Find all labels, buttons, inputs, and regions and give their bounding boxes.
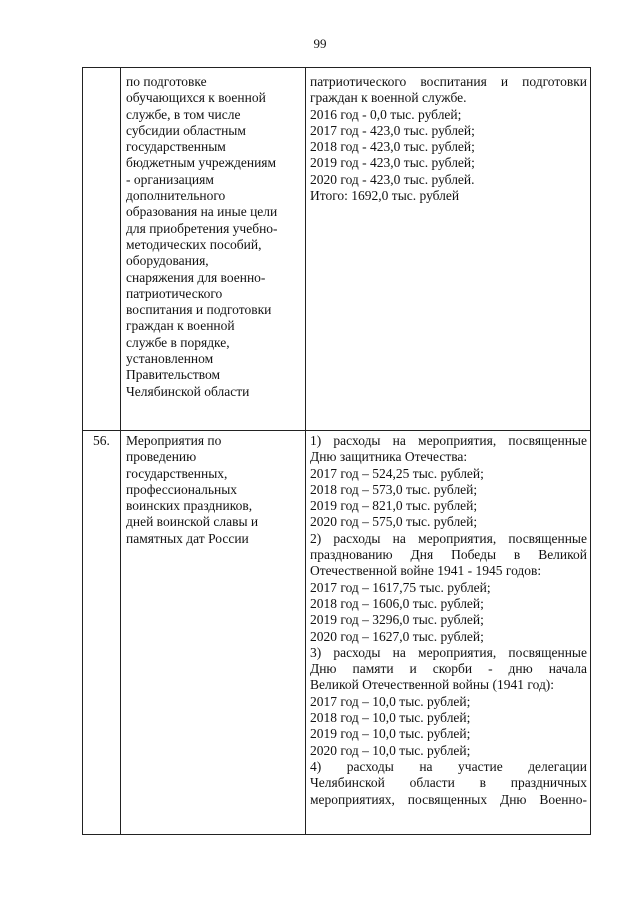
text-line: Челябинской области: [126, 383, 250, 399]
text-line: патриотического: [126, 285, 223, 301]
text-line: 1) расходы на мероприятия, посвященные: [310, 433, 587, 448]
text-line: 2020 год – 1627,0 тыс. рублей;: [310, 628, 484, 644]
measure-name: [121, 68, 306, 431]
text-line: воспитания и подготовки: [126, 302, 272, 318]
text-line: 2020 год - 423,0 тыс. рублей.: [310, 171, 475, 187]
text-line: государственных,: [126, 465, 228, 481]
page-number: 99: [313, 36, 327, 51]
program-table: [82, 67, 591, 835]
text-line: по подготовке: [126, 74, 207, 89]
text-line: 2017 год - 423,0 тыс. рублей;: [310, 122, 475, 138]
text-line: проведению: [126, 449, 197, 465]
text-line: Челябинской области в праздничных: [310, 775, 587, 791]
text-line: снаряжения для военно-: [126, 269, 266, 285]
text-line: Дню памяти и скорби - дню начала: [310, 661, 587, 677]
text-line: 4) расходы на участие делегации: [310, 758, 587, 774]
text-line: профессиональных: [126, 481, 238, 497]
text-line: празднованию Дня Победы в Великой: [310, 547, 587, 563]
text-line: мероприятиях, посвященных Дню Военно-: [310, 791, 587, 807]
text-line: Итого: 1692,0 тыс. рублей: [310, 188, 460, 204]
text-line: 2018 год – 10,0 тыс. рублей;: [310, 710, 471, 726]
text-line: субсидии областным: [126, 122, 246, 138]
text-line: 2018 год – 1606,0 тыс. рублей;: [310, 595, 484, 611]
text-line: граждан к военной: [126, 318, 235, 334]
text-line: патриотического воспитания и подготовки: [310, 74, 587, 89]
text-line: 2018 год – 573,0 тыс. рублей;: [310, 481, 478, 497]
text-line: бюджетным учреждениям: [126, 155, 277, 171]
text-line: 2) расходы на мероприятия, посвященные: [310, 530, 587, 546]
row-number: [83, 68, 121, 431]
text-line: 2019 год – 3296,0 тыс. рублей;: [310, 612, 484, 628]
text-line: службе, в том числе: [126, 106, 241, 122]
text-line: Мероприятия по: [126, 433, 222, 448]
text-line: методических пособий,: [126, 236, 262, 252]
text-line: - организациям: [126, 171, 214, 187]
table-row: [83, 68, 591, 431]
text-line: Правительством: [126, 367, 221, 383]
table-row: [83, 431, 591, 835]
text-line: образования на иные цели: [126, 204, 278, 220]
text-line: 2020 год – 10,0 тыс. рублей;: [310, 742, 471, 758]
text-line: Дню защитника Отечества:: [310, 449, 468, 465]
text-line: дней воинской славы и: [126, 514, 259, 530]
measure-funding: [306, 431, 591, 835]
text-line: 2018 год - 423,0 тыс. рублей;: [310, 139, 475, 155]
text-line: Великой Отечественной войны (1941 год):: [310, 677, 555, 693]
text-line: государственным: [126, 139, 226, 155]
text-line: службе в порядке,: [126, 334, 230, 350]
text-line: для приобретения учебно-: [126, 220, 278, 236]
text-line: 2017 год – 10,0 тыс. рублей;: [310, 693, 471, 709]
text-line: 3) расходы на мероприятия, посвященные: [310, 644, 587, 660]
text-line: оборудования,: [126, 253, 209, 269]
row-number: 56.: [83, 431, 121, 835]
text-line: 2019 год – 10,0 тыс. рублей;: [310, 726, 471, 742]
text-line: обучающихся к военной: [126, 90, 266, 106]
text-line: граждан к военной службе.: [310, 90, 467, 106]
text-line: Отечественной войне 1941 - 1945 годов:: [310, 563, 542, 579]
text-line: установленном: [126, 351, 214, 367]
text-line: 2017 год – 1617,75 тыс. рублей;: [310, 579, 491, 595]
text-line: памятных дат России: [126, 530, 249, 546]
text-line: дополнительного: [126, 188, 226, 204]
measure-name: [121, 431, 306, 835]
text-line: 2019 год – 821,0 тыс. рублей;: [310, 498, 478, 514]
text-line: воинских праздников,: [126, 498, 253, 514]
text-line: 2016 год - 0,0 тыс. рублей;: [310, 106, 462, 122]
text-line: 2019 год - 423,0 тыс. рублей;: [310, 155, 475, 171]
text-line: 2020 год – 575,0 тыс. рублей;: [310, 514, 478, 530]
text-line: 2017 год – 524,25 тыс. рублей;: [310, 465, 484, 481]
measure-funding: [306, 68, 591, 431]
